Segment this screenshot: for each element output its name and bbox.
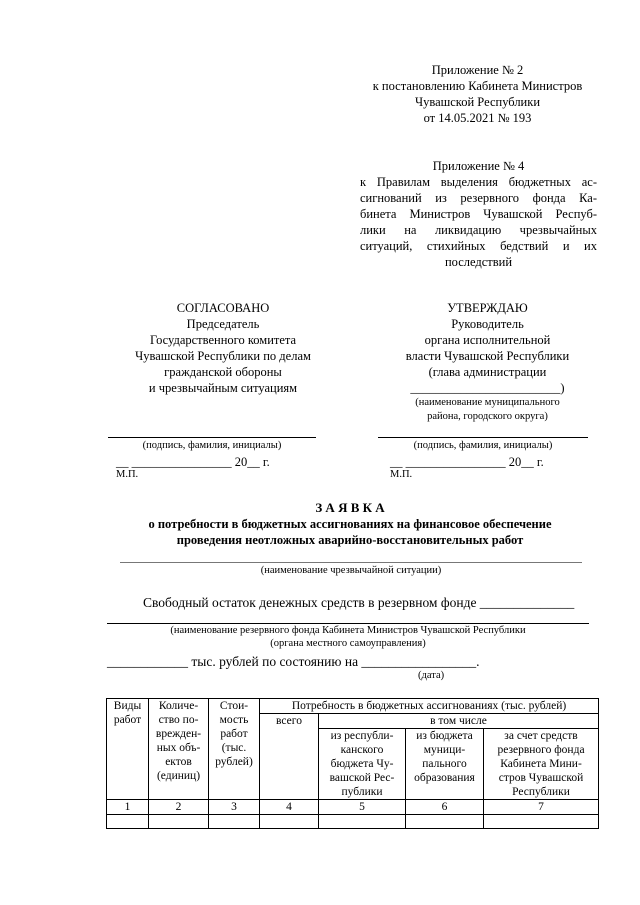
column-number: 3 (209, 800, 260, 815)
approved-line: (глава администрации (428, 365, 547, 379)
col-header-reserve-fund (484, 729, 599, 800)
header-text: из бюджета (416, 730, 473, 742)
header-text: стров Чувашской (498, 772, 584, 784)
header-text: ство по- (158, 714, 199, 726)
agreed-stamp: М.П. (116, 469, 139, 480)
agreed-signature-caption: (подпись, фамилия, инициалы) (142, 440, 282, 451)
col-header-total: всего (260, 714, 319, 800)
approved-date-line: __ ________________ 20__ г. (390, 455, 544, 469)
document-subtitle-line: о потребности в бюджетных ассигнованиях на финансовое обеспечение (148, 517, 552, 531)
column-number: 5 (319, 800, 406, 815)
header-text: бюджета Чу- (330, 758, 394, 770)
local-gov-caption: (органа местного самоуправления) (270, 638, 426, 649)
agreed-line: Председатель (186, 317, 260, 331)
header-text: Виды (113, 700, 142, 712)
date-caption: (дата) (418, 670, 445, 681)
approved-signature-line (378, 437, 588, 438)
approved-line: Руководитель (451, 317, 524, 331)
agreed-date-line: __ ________________ 20__ г. (116, 455, 270, 469)
header-text: пального (422, 758, 467, 770)
col-header-republic (319, 729, 406, 800)
document-subtitle-line: проведения неотложных аварийно-восстановительных работ (176, 533, 524, 547)
appendix-4-line: последствий (444, 255, 513, 269)
header-text: Стои- (219, 700, 249, 712)
document-title: З А Я В К А (315, 500, 385, 515)
table-row (107, 815, 599, 829)
header-text: за счет средств (504, 730, 578, 742)
approved-line: власти Чувашской Республики (405, 349, 570, 363)
table-cell[interactable] (107, 815, 149, 829)
approved-block (375, 300, 600, 424)
header-text: врежден- (155, 728, 202, 740)
header-text: мость (219, 714, 249, 726)
column-number: 1 (107, 800, 149, 815)
header-text: ных объ- (156, 742, 201, 754)
appendix-4-title: Приложение № 4 (432, 159, 525, 173)
approved-line: ________________________) (410, 381, 565, 395)
col-header-need: Потребность в бюджетных ассигнованиях (тыс. рублей) (260, 699, 599, 714)
header-text: канского (340, 744, 384, 756)
agreed-line: гражданской обороны (164, 365, 282, 379)
approved-caption: района, городского округа) (427, 411, 548, 422)
header-text: работ (113, 714, 142, 726)
header-text: (единиц) (156, 770, 201, 782)
document-subtitle (100, 516, 600, 548)
column-number: 7 (484, 800, 599, 815)
col-header-count (149, 699, 209, 800)
emergency-name-caption: (наименование чрезвычайной ситуации) (260, 565, 442, 576)
approved-stamp: М.П. (390, 469, 413, 480)
header-text: работ (220, 728, 248, 740)
agreed-line: Чувашской Республики по делам (135, 349, 311, 363)
appendix-4-line: сигнований из резервного фонда Ка- (360, 191, 597, 205)
header-text: рублей) (215, 756, 253, 768)
col-header-cost (209, 699, 260, 800)
table-cell[interactable] (149, 815, 209, 829)
agreed-line: Государственного комитета (149, 333, 297, 347)
appendix-2-line: к постановлению Кабинета Министров (372, 79, 583, 93)
table-cell[interactable] (406, 815, 484, 829)
col-header-types (107, 699, 149, 800)
table-header-row (107, 699, 599, 714)
table-cell[interactable] (260, 815, 319, 829)
table-number-row (107, 800, 599, 815)
appendix-2-title: Приложение № 2 (431, 63, 524, 77)
appendix-2-header (355, 62, 600, 126)
column-number: 4 (260, 800, 319, 815)
approved-title: УТВЕРЖДАЮ (447, 301, 528, 315)
column-number: 6 (406, 800, 484, 815)
header-text: Количе- (158, 700, 199, 712)
free-balance-text: Свободный остаток денежных средств в резервном фонде ______________ (143, 595, 575, 610)
header-text: муници- (423, 744, 466, 756)
approved-signature-caption: (подпись, фамилия, инициалы) (413, 440, 553, 451)
agreed-signature-line (108, 437, 316, 438)
header-text: ектов (165, 756, 192, 768)
header-text: публики (341, 786, 383, 798)
col-header-including: в том числе (319, 714, 599, 729)
appendix-2-date: от 14.05.2021 № 193 (423, 111, 532, 125)
column-number: 2 (149, 800, 209, 815)
header-text: резервного фонда (497, 744, 585, 756)
header-text: Республики (512, 786, 570, 798)
agreed-block (108, 300, 338, 396)
appendix-4-line: лики на ликвидацию чрезвычайных (360, 223, 597, 237)
header-text: (тыс. (221, 742, 247, 754)
col-header-municipal (406, 729, 484, 800)
table-cell[interactable] (209, 815, 260, 829)
header-text: из республи- (330, 730, 394, 742)
header-text: образования (414, 772, 475, 784)
requirements-table (106, 698, 599, 829)
appendix-2-line: Чувашской Республики (414, 95, 541, 109)
appendix-4-header (360, 158, 597, 270)
fund-name-caption: (наименование резервного фонда Кабинета Министров Чувашской Республики (170, 625, 526, 636)
emergency-name-line (120, 562, 582, 563)
header-text: вашской Рес- (329, 772, 395, 784)
approved-line: органа исполнительной (424, 333, 551, 347)
appendix-4-line: бинета Министров Чувашской Респуб- (360, 207, 597, 221)
table-cell[interactable] (319, 815, 406, 829)
header-text: Кабинета Мини- (500, 758, 582, 770)
table-cell[interactable] (484, 815, 599, 829)
appendix-4-line: к Правилам выделения бюджетных ас- (360, 175, 597, 189)
agreed-title: СОГЛАСОВАНО (176, 301, 270, 315)
approved-caption: (наименование муниципального (415, 397, 560, 408)
agreed-line: и чрезвычайным ситуациям (148, 381, 298, 395)
thousand-rubles-text: ____________ тыс. рублей по состоянию на _________________. (107, 654, 480, 669)
appendix-4-line: ситуаций, стихийных бедствий и их (360, 239, 597, 253)
